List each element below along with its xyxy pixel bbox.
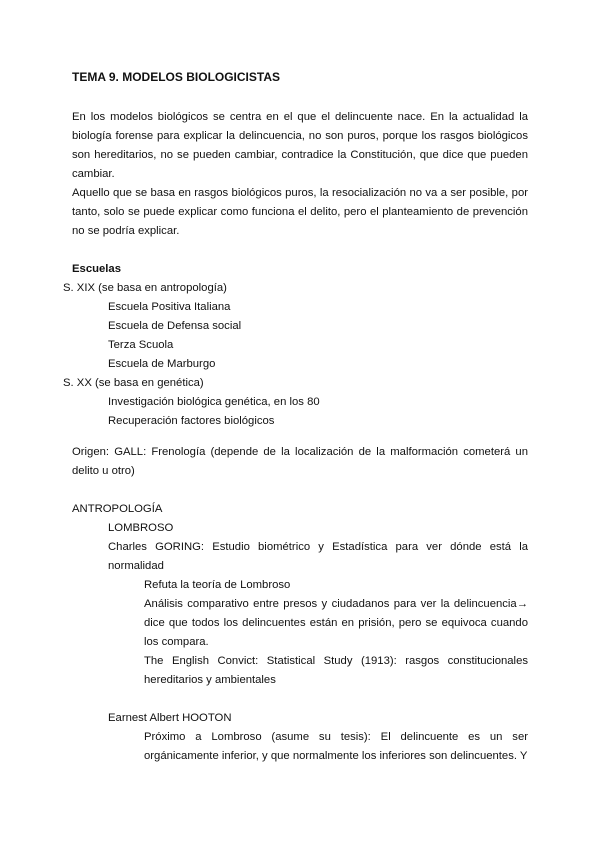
s20-item: Investigación biológica genética, en los 80 [108, 396, 320, 408]
intro-paragraph-1: En los modelos biológicos se centra en el que el delincuente nace. En la actualidad la biología forense para explicar la delincuencia, no son puros, porque los rasgos biológicos son hereditarios, no se pueden cambiar, contradice la Constitución, que dice que pueden cambiar. [72, 111, 528, 180]
hooton-name: Earnest Albert HOOTON [108, 712, 232, 724]
goring-item: The English Convict: Statistical Study (1913): rasgos constitucionales hereditarios y ambientales [144, 655, 528, 686]
s19-item: Escuela Positiva Italiana [108, 301, 231, 313]
goring-item: Análisis comparativo entre presos y ciudadanos para ver la delincuencia→ dice que todos los delincuentes están en prisión, pero se equivoca cuando los compara. [144, 598, 528, 648]
lombroso-label: LOMBROSO [108, 522, 174, 534]
s20-item: Recuperación factores biológicos [108, 415, 275, 427]
s20-label: S. XX (se basa en genética) [63, 377, 204, 389]
goring-intro: Charles GORING: Estudio biométrico y Estadística para ver dónde está la normalidad [108, 541, 528, 572]
hooton-text: Próximo a Lombroso (asume su tesis): El delincuente es un ser orgánicamente inferior, y que normalmente los inferiores son delincuentes. Y [144, 731, 528, 762]
s19-item: Escuela de Defensa social [108, 320, 242, 332]
document-title: TEMA 9. MODELOS BIOLOGICISTAS [72, 70, 281, 84]
origen-paragraph: Origen: GALL: Frenología (depende de la localización de la malformación cometerá un delito u otro) [72, 446, 528, 477]
antropologia-heading: ANTROPOLOGÍA [72, 503, 163, 515]
s19-item: Terza Scuola [108, 339, 174, 351]
s19-label: S. XIX (se basa en antropología) [63, 282, 227, 294]
escuelas-heading: Escuelas [72, 263, 121, 275]
goring-item: Refuta la teoría de Lombroso [144, 579, 291, 591]
s19-item: Escuela de Marburgo [108, 358, 216, 370]
intro-paragraph-2: Aquello que se basa en rasgos biológicos puros, la resocialización no va a ser posible, por tanto, solo se puede explicar como funciona el delito, pero el planteamiento de prevención no se podría explicar. [72, 187, 528, 237]
